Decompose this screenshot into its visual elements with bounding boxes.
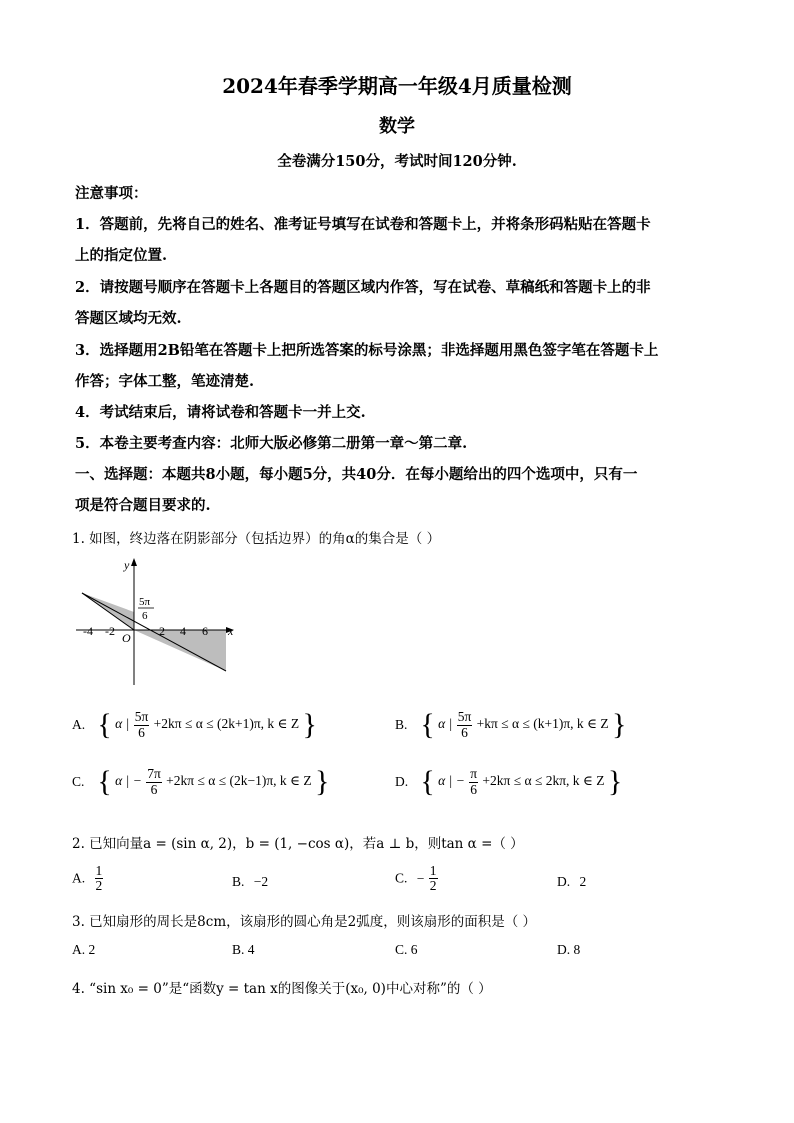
q1-option-a: [72, 708, 317, 742]
fraction-den: 6: [461, 724, 468, 740]
angle-fraction-num: 5π: [139, 596, 151, 608]
set-condition: +2kπ ≤ α ≤ (2k+1)π, k ∈ Z: [153, 716, 300, 732]
option-label: A.: [72, 717, 86, 732]
fraction-num: 1: [429, 863, 437, 878]
q3-option-a: A. 2: [72, 942, 96, 957]
q1-option-b: [395, 708, 626, 742]
q2-option-c: [395, 864, 439, 893]
open-brace: {: [97, 708, 112, 741]
option-label: A.: [72, 870, 86, 886]
tick-label-neg4: -4: [83, 624, 93, 638]
q2-option-d: [557, 874, 586, 890]
open-brace: {: [97, 765, 112, 798]
fraction-num: π: [470, 766, 478, 782]
y-axis-arrow: [131, 558, 137, 566]
question-1-stem: 1. 如图，终边落在阴影部分（包括边界）的角α的集合是（ ）: [72, 531, 441, 547]
fraction-den: 2: [429, 878, 437, 894]
fraction: [146, 767, 162, 796]
q3-option-c: C. 6: [395, 942, 418, 957]
question-2-stem: 2. 已知向量a = (sin α, 2)，b = (1, −cos α)，若a ⊥ b，则tan α =（ ）: [72, 836, 524, 852]
close-brace: }: [315, 765, 330, 798]
option-value: 2: [579, 874, 587, 889]
origin-label: O: [122, 631, 131, 645]
q1-option-d: [395, 765, 622, 799]
fraction: [134, 710, 150, 739]
fraction: [95, 864, 104, 893]
fraction-num: 7π: [147, 766, 161, 782]
close-brace: }: [612, 708, 627, 741]
set-condition: +kπ ≤ α ≤ (k+1)π, k ∈ Z: [476, 716, 609, 732]
q2-option-b: [232, 874, 268, 890]
fraction: [457, 710, 473, 739]
note-3a: 3．选择题用2B铅笔在答题卡上把所选答案的标号涂黑；非选择题用黑色签字笔在答题卡上: [75, 342, 659, 359]
q3-option-d: D. 8: [557, 942, 581, 957]
fraction-den: 6: [138, 724, 145, 740]
note-1a: 1．答题前，先将自己的姓名、准考证号填写在试卷和答题卡上，并将条形码粘贴在答题卡: [75, 216, 651, 233]
fraction-den: 6: [150, 781, 158, 797]
option-label: C.: [395, 870, 408, 886]
close-brace: }: [607, 765, 623, 798]
open-brace: {: [420, 765, 435, 798]
question-1-graph: [68, 553, 248, 688]
fraction-num: 1: [95, 863, 103, 878]
fraction: [469, 767, 478, 796]
subject-title: 数学: [379, 116, 415, 137]
close-brace: }: [302, 708, 317, 741]
note-3b: 作答；字体工整，笔迹清楚.: [75, 373, 255, 390]
section-heading-1: 一、选择题：本题共8小题，每小题5分，共40分．在每小题给出的四个选项中，只有一: [75, 466, 638, 483]
option-value: −2: [253, 874, 269, 889]
x-axis-label: x: [228, 624, 234, 638]
note-2b: 答题区域均无效.: [75, 310, 182, 327]
q1-option-c: [72, 765, 329, 799]
option-label: C.: [72, 774, 85, 789]
set-prefix: α |: [115, 716, 130, 732]
angle-fraction-den: 6: [142, 610, 148, 622]
fraction-den: 2: [95, 878, 103, 894]
option-label: D.: [395, 774, 409, 789]
question-3-stem: 3. 已知扇形的周长是8cm，该扇形的圆心角是2弧度，则该扇形的面积是（ ）: [72, 914, 537, 930]
option-sign: −: [416, 870, 425, 886]
section-heading-2: 项是符合题目要求的.: [75, 497, 211, 514]
open-brace: {: [420, 708, 435, 741]
fraction-den: 6: [470, 781, 477, 797]
set-prefix: α | −: [115, 773, 142, 789]
option-label: B.: [232, 874, 245, 889]
q3-option-b: B. 4: [232, 942, 255, 957]
fraction-num: 5π: [457, 709, 472, 725]
tick-label-6: 6: [202, 624, 208, 638]
note-4: 4．考试结束后，请将试卷和答题卡一并上交.: [75, 404, 366, 421]
q2-option-a: [72, 864, 104, 893]
question-4-stem: 4. “sin x₀ = 0”是“函数y = tan x的图像关于(x₀, 0)中心对称”的（ ）: [72, 981, 492, 997]
fraction-num: 5π: [134, 709, 149, 725]
tick-label-neg2: -2: [105, 624, 115, 638]
set-condition: +2kπ ≤ α ≤ (2k−1)π, k ∈ Z: [166, 773, 312, 789]
exam-title: 2024年春季学期高一年级4月质量检测: [222, 74, 572, 98]
set-prefix: α |: [438, 716, 453, 732]
exam-info: 全卷满分150分，考试时间120分钟.: [277, 153, 517, 170]
notes-heading: 注意事项：: [75, 185, 148, 202]
fraction: [429, 864, 438, 893]
y-axis-label: y: [124, 558, 130, 572]
note-5: 5．本卷主要考查内容：北师大版必修第二册第一章～第二章.: [75, 435, 468, 452]
option-label: D.: [557, 874, 571, 889]
note-1b: 上的指定位置.: [75, 247, 168, 264]
note-2a: 2．请按题号顺序在答题卡上各题目的答题区域内作答，写在试卷、草稿纸和答题卡上的非: [75, 279, 651, 296]
option-label: B.: [395, 717, 408, 732]
tick-label-2: 2: [159, 624, 165, 638]
set-prefix: α | −: [438, 773, 465, 789]
set-condition: +2kπ ≤ α ≤ 2kπ, k ∈ Z: [482, 773, 605, 789]
tick-label-4: 4: [180, 624, 186, 638]
